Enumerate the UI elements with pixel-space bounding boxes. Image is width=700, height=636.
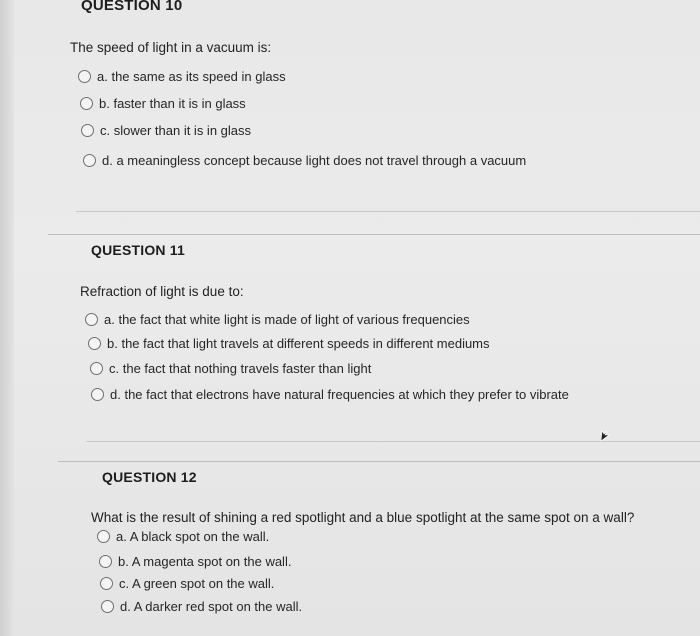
radio-button-icon[interactable] [78,70,91,83]
option-label: d. A darker red spot on the wall. [120,598,303,614]
question-11-option-b[interactable] [88,333,490,353]
radio-button-icon[interactable] [100,577,113,590]
option-label: b. A magenta spot on the wall. [118,553,292,569]
option-label: b. faster than it is in glass [99,95,246,111]
question-12-option-b[interactable] [99,551,291,571]
question-10-prompt: The speed of light in a vacuum is: [70,40,272,55]
question-10-separator [76,211,700,212]
option-label: a. A black spot on the wall. [116,528,270,544]
option-label: c. the fact that nothing travels faster than light [109,360,372,376]
option-label: c. A green spot on the wall. [119,575,275,591]
radio-button-icon[interactable] [90,362,103,375]
question-10-option-b[interactable] [80,93,246,113]
question-11-option-d[interactable] [91,384,569,404]
mouse-pointer-icon [599,430,611,442]
question-10-option-d[interactable] [83,150,526,170]
question-12-prompt: What is the result of shining a red spotlight and a blue spotlight at the same spot on a wall? [91,510,635,525]
question-12-heading: QUESTION 12 [102,469,197,485]
option-label: a. the fact that white light is made of light of various frequencies [104,311,470,327]
question-11-prompt: Refraction of light is due to: [80,284,244,299]
option-label: d. a meaningless concept because light does not travel through a vacuum [102,152,527,168]
radio-button-icon[interactable] [80,97,93,110]
question-10-heading: QUESTION 10 [81,0,183,14]
question-12-option-d[interactable] [101,596,302,616]
page-edge [0,0,14,636]
option-label: d. the fact that electrons have natural frequencies at which they prefer to vibrate [110,386,569,402]
radio-button-icon[interactable] [83,154,96,167]
option-label: b. the fact that light travels at different speeds in different mediums [107,335,490,351]
radio-button-icon[interactable] [85,313,98,326]
question-11-option-a[interactable] [85,309,470,329]
section-separator [58,461,700,462]
question-11-option-c[interactable] [90,358,371,378]
question-10-option-c[interactable] [81,120,251,140]
radio-button-icon[interactable] [97,530,110,543]
radio-button-icon[interactable] [81,124,94,137]
option-label: c. slower than it is in glass [100,122,252,138]
radio-button-icon[interactable] [91,388,104,401]
radio-button-icon[interactable] [101,600,114,613]
question-10-option-a[interactable] [78,66,286,86]
radio-button-icon[interactable] [99,555,112,568]
question-11-heading: QUESTION 11 [91,242,186,258]
radio-button-icon[interactable] [88,337,101,350]
option-label: a. the same as its speed in glass [97,68,286,84]
question-12-option-a[interactable] [97,526,269,546]
section-separator [48,234,700,235]
question-12-option-c[interactable] [100,573,274,593]
